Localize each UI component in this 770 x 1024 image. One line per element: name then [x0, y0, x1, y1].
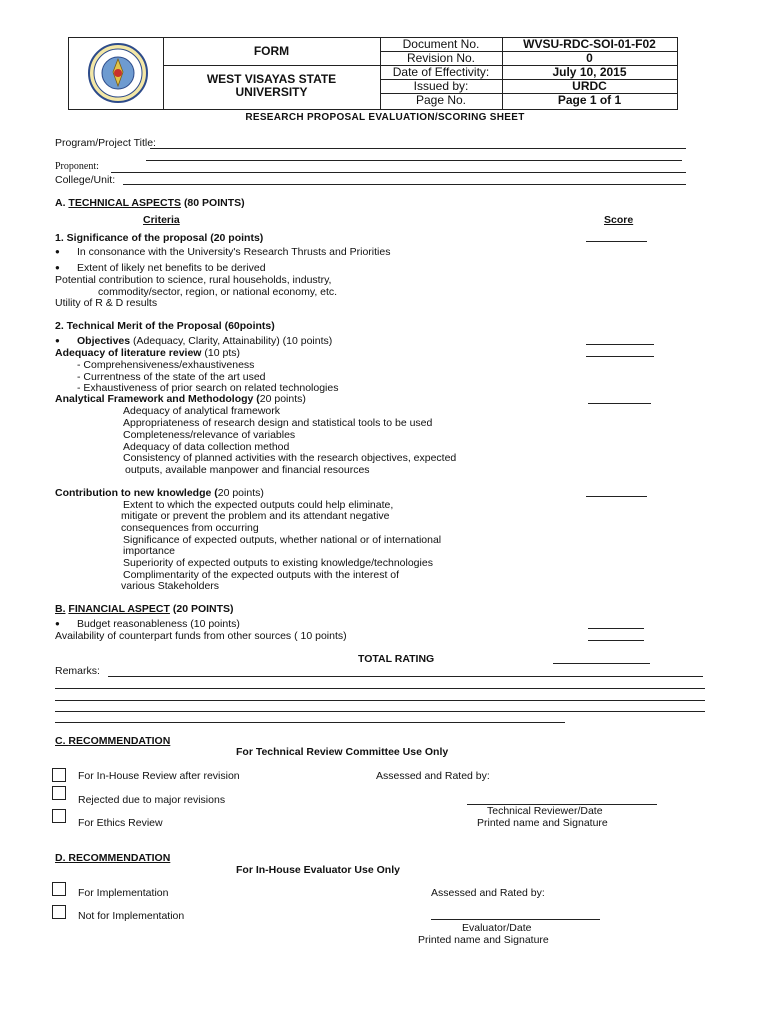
section-c-subtitle: For Technical Review Committee Use Only [236, 746, 449, 758]
doc-no-label: Document No. [402, 37, 480, 51]
contribution-line: Contribution to new knowledge (20 points) [55, 487, 264, 499]
contribution-score-line[interactable] [586, 496, 647, 497]
effectivity-label: Date of Effectivity: [392, 65, 490, 79]
afm-line-5: Consistency of planned activities with the research objectives, expected [123, 452, 457, 464]
rejected-checkbox[interactable] [52, 786, 66, 800]
section-b-heading: B. FINANCIAL ASPECT (20 POINTS) [55, 603, 234, 615]
afm-line-2: Appropriateness of research design and statistical tools to be used [123, 417, 433, 429]
afm-line-3: Completeness/relevance of variables [123, 429, 296, 441]
item1-line-1: ● In consonance with the University's Research Thrusts and Priorities [77, 246, 390, 258]
item1-line-2: ● Extent of likely net benefits to be derived [77, 262, 266, 274]
score-column-label: Score [604, 214, 634, 226]
university-name-line2: UNIVERSITY [235, 85, 308, 99]
effectivity-value: July 10, 2015 [552, 65, 627, 79]
evaluator-date-label: Evaluator/Date [462, 922, 532, 934]
item1-line-5: Utility of R & D results [55, 297, 158, 309]
proponent-label: Proponent: [55, 161, 99, 172]
section-d-subtitle: For In-House Evaluator Use Only [236, 864, 400, 876]
in-house-review-checkbox[interactable] [52, 768, 66, 782]
college-input-line[interactable] [123, 184, 686, 185]
afm-line-1: Adequacy of analytical framework [123, 405, 280, 417]
document-header-table [68, 37, 678, 110]
budget-line: ● Budget reasonableness (10 points) [77, 618, 240, 630]
afm-line-6: outputs, available manpower and financial resources [125, 464, 370, 476]
evaluator-signature-line[interactable] [431, 919, 600, 920]
counterpart-score-line[interactable] [588, 640, 644, 641]
university-name-line1: WEST VISAYAS STATE [206, 72, 337, 86]
program-title-input-line-2[interactable] [146, 160, 682, 161]
lit-line-2: - Currentness of the state of the art used [77, 371, 266, 383]
literature-score-line[interactable] [586, 356, 654, 357]
contrib-line-5: importance [123, 545, 175, 557]
budget-score-line[interactable] [588, 628, 644, 629]
technical-reviewer-label: Technical Reviewer/Date [487, 805, 603, 817]
item1-title: 1. Significance of the proposal (20 points) [55, 232, 264, 244]
evaluator-printed-name: Printed name and Signature [418, 934, 549, 946]
technical-reviewer-printed-name: Printed name and Signature [477, 817, 608, 829]
item1-line-4: commodity/sector, region, or national economy, etc. [98, 286, 338, 298]
remarks-line-1[interactable] [108, 676, 703, 677]
not-for-implementation-label: Not for Implementation [78, 910, 185, 922]
section-d-assessed-label: Assessed and Rated by: [431, 887, 545, 899]
issued-by-label: Issued by: [413, 79, 469, 93]
proponent-input-line[interactable] [111, 172, 686, 173]
page-no-value: Page 1 of 1 [557, 93, 622, 107]
form-label: FORM [253, 44, 290, 58]
remarks-line-3[interactable] [55, 700, 705, 701]
counterpart-funds-line: Availability of counterpart funds from other sources ( 10 points) [55, 630, 347, 642]
form-title: RESEARCH PROPOSAL EVALUATION/SCORING SHEET [245, 112, 525, 123]
contrib-line-2: mitigate or prevent the problem and its attendant negative [121, 510, 390, 522]
item1-score-line[interactable] [586, 241, 647, 242]
page-no-label: Page No. [415, 93, 467, 107]
program-title-input-line[interactable] [150, 148, 686, 149]
section-c-heading: C. RECOMMENDATION [55, 735, 171, 747]
doc-no-value: WVSU-RDC-SOI-01-F02 [523, 37, 656, 51]
objectives-score-line[interactable] [586, 344, 654, 345]
item1-line-3: Potential contribution to science, rural households, industry, [55, 274, 332, 286]
issued-by-value: URDC [572, 79, 607, 93]
university-seal-logo [79, 42, 157, 104]
contrib-line-3: consequences from occurring [121, 522, 259, 534]
for-implementation-label: For Implementation [78, 887, 169, 899]
afm-score-line[interactable] [588, 403, 651, 404]
section-c-assessed-label: Assessed and Rated by: [376, 770, 490, 782]
revision-no-label: Revision No. [406, 51, 476, 65]
analytical-framework-line: Analytical Framework and Methodology (20 points) [55, 393, 306, 405]
remarks-line-5[interactable] [55, 722, 565, 723]
total-rating-line[interactable] [553, 663, 650, 664]
in-house-review-label: For In-House Review after revision [78, 770, 240, 782]
section-d-heading: D. RECOMMENDATION [55, 852, 171, 864]
ethics-review-label: For Ethics Review [78, 817, 163, 829]
program-title-label: Program/Project Title: [55, 137, 156, 149]
remarks-line-2[interactable] [55, 688, 705, 689]
college-label: College/Unit: [55, 174, 116, 186]
item2-title: 2. Technical Merit of the Proposal (60points) [55, 320, 275, 332]
objectives-line: ● Objectives (Adequacy, Clarity, Attainability) (10 points) [77, 335, 332, 347]
ethics-review-checkbox[interactable] [52, 809, 66, 823]
lit-line-1: - Comprehensiveness/exhaustiveness [77, 359, 255, 371]
total-rating-label: TOTAL RATING [358, 653, 435, 665]
literature-review-line: Adequacy of literature review (10 pts) [55, 347, 240, 359]
criteria-column-label: Criteria [143, 214, 180, 226]
remarks-line-4[interactable] [55, 711, 705, 712]
remarks-label: Remarks: [55, 665, 100, 677]
afm-line-4: Adequacy of data collection method [123, 441, 290, 453]
not-for-implementation-checkbox[interactable] [52, 905, 66, 919]
contrib-line-1: Extent to which the expected outputs could help eliminate, [123, 499, 394, 511]
section-a-heading: A. TECHNICAL ASPECTS (80 POINTS) [55, 197, 245, 209]
contrib-line-4: Significance of expected outputs, whether national or of international [123, 534, 442, 546]
contrib-line-6: Superiority of expected outputs to existing knowledge/technologies [123, 557, 433, 569]
for-implementation-checkbox[interactable] [52, 882, 66, 896]
lit-line-3: - Exhaustiveness of prior search on related technologies [77, 382, 339, 394]
rejected-label: Rejected due to major revisions [78, 794, 226, 806]
contrib-line-7: Complimentarity of the expected outputs with the interest of [123, 569, 400, 581]
revision-no-value: 0 [586, 51, 593, 65]
contrib-line-8: various Stakeholders [121, 580, 220, 592]
